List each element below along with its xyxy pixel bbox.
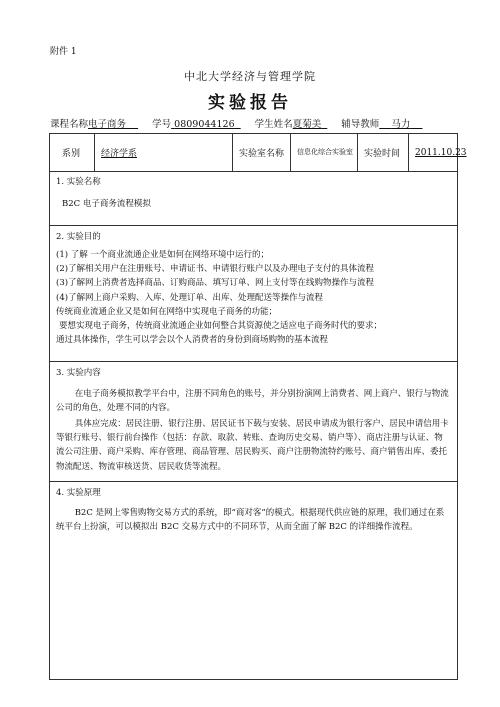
student-id-label: 学号 [152,119,172,130]
time-value-cell [409,134,467,171]
purpose-line: (1) 了解 一个商业流通企业是如何在网络环境中运行的； [56,250,269,260]
lab-value: 信息化综合实验室 [297,148,353,156]
section-heading: 4. 实验原理 [56,488,101,498]
section-experiment-name [50,171,457,226]
lab-value-cell [291,134,358,171]
content-paragraph: 在电子商务模拟教学平台中，注册不同角色的账号，并分别扮演网上消费者、网上商户、银行与物流公司的角色，处理不同的内容。 [56,389,449,414]
time-label-cell: 实验时间 [358,134,409,171]
section-purpose [50,226,457,362]
report-title: 实验报告 [208,93,292,113]
section-principle [50,482,457,680]
header-row [50,134,467,172]
lab-label-cell: 实验室名称 [233,134,291,171]
school-name: 中北大学经济与管理学院 [184,70,316,83]
dept-label-cell: 系别 [50,134,95,171]
report-table [49,133,467,680]
student-name-label: 学生姓名 [254,119,293,130]
annex-label: 附件 1 [50,47,77,57]
teacher-value: 马力 [391,119,411,130]
purpose-line: 传统商业流通企业又是如何在网络中实现电子商务的功能； [56,306,278,317]
info-line [50,116,470,130]
experiment-name: B2C 电子商务流程模拟 [62,199,151,209]
dept-value: 经济学系 [101,149,138,159]
dept-value-cell [95,134,233,171]
section-content [50,362,457,482]
student-id-value: 0809044126 [174,119,235,130]
student-name-value: 夏菊美 [292,119,322,130]
section-heading: 3. 实验内容 [56,368,101,378]
purpose-line: (4)了解网上商户采购、入库、处理订单、出库、处理配送等操作与流程 [56,292,324,303]
purpose-line: 要想实现电子商务，传统商业流通企业如何整合其资源使之适应电子商务时代的要求； [59,321,383,332]
time-value: 2011.10.23 [415,147,467,158]
principle-paragraph: B2C 是网上零售购物交易方式的系统，即“商对客”的模式。根据现代供应链的原理，我们通过在系统平台上扮演，可以模拟出 B2C 交易方式中的不同环节，从而全面了解 B2C 的详细操作流程。 [56,508,445,533]
content-paragraph: 具体应完成：居民注册、银行注册、居民证书下载与安装、居民申请成为银行客户、居民申请信用卡等银行账号、银行前台操作（包括：存款、取款、转账、查询历史交易、销户等）、商店注册与认证、物流公司注册、商户采购、库存管理、商品管理、居民购买、商户注册物流特约账号、商户销售出库、委托物流配送、物流审核送货、居民收货等流程。 [56,419,449,472]
course-value: 电子商务 [88,119,127,130]
course-label: 课程名称 [50,119,89,130]
section-heading: 1. 实验名称 [56,177,101,187]
section-heading: 2. 实验目的 [56,232,101,242]
purpose-line: (3)了解网上消费者选择商品、订购商品、填写订单、网上支付等在线购物操作与流程 [56,278,375,289]
purpose-line: (2)了解相关用户在注册账号、申请证书、申请银行账户以及办理电子支付的具体流程 [56,264,375,275]
teacher-label: 辅导教师 [341,119,380,130]
purpose-list [56,248,449,347]
purpose-line: 通过具体操作，学生可以学会以个人消费者的身份到商场购物的基本流程 [56,335,329,346]
